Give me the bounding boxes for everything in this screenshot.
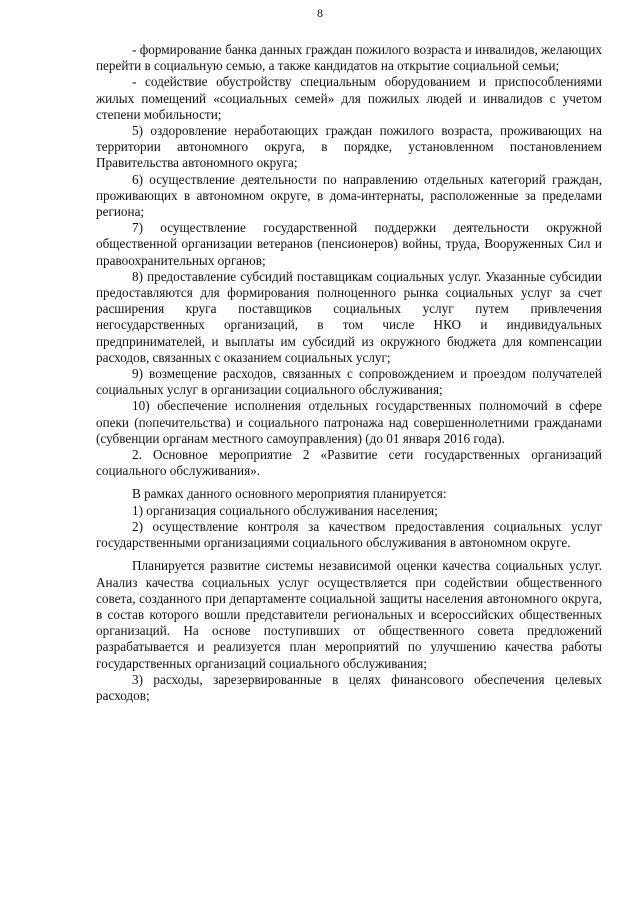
paragraph-item-5: 5) оздоровление неработающих граждан пожилого возраста, проживающих на территории автономного округа, в порядке, установленном постановлением Правительства автономного округа; [96,123,602,171]
paragraph-item-10: 10) обеспечение исполнения отдельных государственных полномочий в сфере опеки (попечительства) и социального патронажа над совершеннолетними гражданами (субвенции органам местного самоуправления) (до 01 января 2016 года). [96,398,602,446]
paragraph-plan-2: 2) осуществление контроля за качеством предоставления социальных услуг государственными организациями социального обслуживания в автономном округе. [96,518,602,551]
paragraph-item-7: 7) осуществление государственной поддержки деятельности окружной общественной организации ветеранов (пенсионеров) войны, труда, Вооруженных Сил и правоохранительных органов; [96,220,602,268]
paragraph-planned-intro: В рамках данного основного мероприятия планируется: [132,486,447,502]
paragraph-item-8: 8) предоставление субсидий поставщикам социальных услуг. Указанные субсидии предоставляются для формирования полноценного рынка социальных услуг за счет расширения круга поставщиков социальных услуг путем привлечения негосударственных организаций, в том числе НКО и индивидуальных предпринимателей, и выплаты им субсидий из окружного бюджета для компенсации расходов, связанных с оказанием социальных услуг; [96,268,602,365]
paragraph-plan-3: 3) расходы, зарезервированные в целях финансового обеспечения целевых расходов; [96,671,602,703]
paragraph-main-event-2: 2. Основное мероприятие 2 «Развитие сети государственных организаций социального обслуживания». [96,447,602,479]
paragraph-banks-data: - формирование банка данных граждан пожилого возраста и инвалидов, желающих перейти в социальную семью, а также кандидатов на открытие социальной семьи; [96,42,602,74]
paragraph-assistance-equipment: - содействие обустройству специальным оборудованием и приспособлениями жилых помещений «социальных семей» для пожилых людей и инвалидов с учетом степени мобильности; [96,74,602,122]
paragraph-item-9: 9) возмещение расходов, связанных с сопровождением и проездом получателей социальных услуг в организации социального обслуживания; [96,366,602,398]
paragraph-item-6: 6) осуществление деятельности по направлению отдельных категорий граждан, проживающих в автономном округе, в дома-интернаты, расположенные за пределами региона; [96,171,602,220]
paragraph-plan-1: 1) организация социального обслуживания населения; [132,502,438,518]
page-number: 8 [317,6,323,20]
document-body [96,42,602,704]
paragraph-independent-evaluation: Планируется развитие системы независимой оценки качества социальных услуг. Анализ качества социальных услуг осуществляется при содействии общественного совета, созданного при департаменте социальной защиты населения автономного округа, в состав которого вошли представители региональных и всероссийских общественных организаций. На основе поступивших от общественного совета предложений разрабатывается и реализуется план мероприятий по улучшению качества работы государственных организаций социального обслуживания; [96,558,602,671]
